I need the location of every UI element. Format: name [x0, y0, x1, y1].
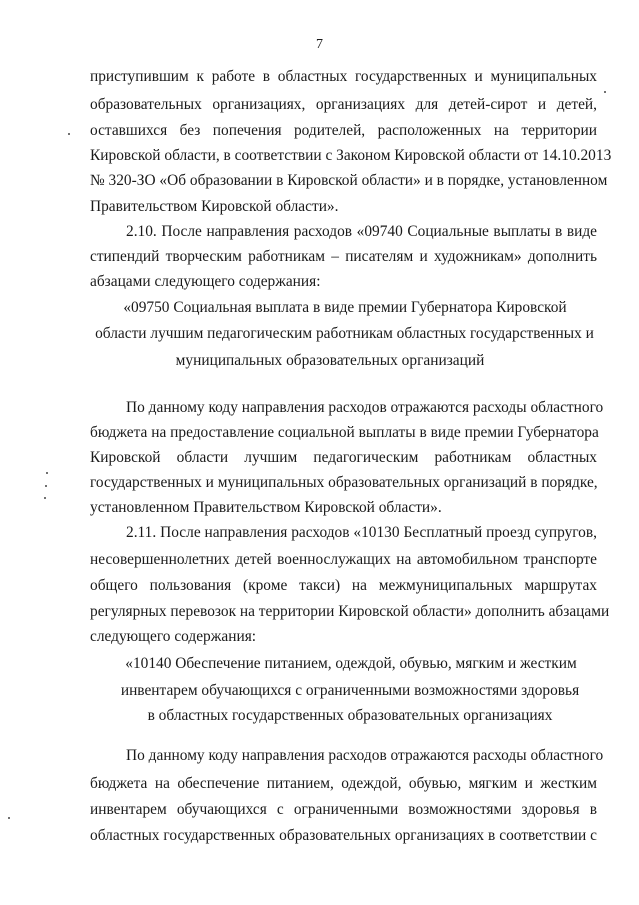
text-line: 2.10. После направления расходов «09740 Социальные выплаты в виде: [126, 223, 597, 240]
scan-speck: [604, 91, 606, 93]
text-line: регулярных перевозок на территории Кировской области» дополнить абзацами: [90, 603, 610, 620]
scan-speck: [45, 485, 47, 487]
text-line: № 320-ЗО «Об образовании в Кировской области» и в порядке, установленном: [90, 172, 608, 189]
text-line: следующего содержания:: [90, 628, 257, 645]
text-line: Кировской области лучшим педагогическим работникам областных: [90, 449, 597, 466]
text-line: оставшихся без попечения родителей, расположенных на территории: [90, 122, 597, 139]
text-line: По данному коду направления расходов отражаются расходы областного: [126, 399, 604, 416]
heading-line: «10140 Обеспечение питанием, одеждой, обувью, мягким и жестким: [125, 655, 577, 672]
text-line: приступившим к работе в областных государственных и муниципальных: [90, 68, 597, 85]
text-line: несовершеннолетних детей военнослужащих на автомобильном транспорте: [90, 551, 597, 568]
scan-speck: [46, 472, 48, 474]
text-line: абзацами следующего содержания:: [90, 273, 321, 290]
text-line: Кировской области, в соответствии с Законом Кировской области от 14.10.2013: [90, 147, 612, 164]
heading-line: области лучшим педагогическим работникам областных государственных и: [95, 325, 594, 342]
text-line: общего пользования (кроме такси) на межмуниципальных маршрутах: [90, 577, 597, 594]
text-line: По данному коду направления расходов отражаются расходы областного: [126, 747, 604, 764]
page-number: 7: [316, 37, 323, 52]
heading-line: «09750 Социальная выплата в виде премии Губернатора Кировской: [123, 299, 567, 316]
text-line: бюджета на обеспечение питанием, одеждой, обувью, мягким и жестким: [90, 775, 597, 792]
text-line: Правительством Кировской области».: [90, 198, 339, 215]
text-line: стипендий творческим работникам – писателям и художникам» дополнить: [90, 248, 597, 265]
heading-line: инвентарем обучающихся с ограниченными возможностями здоровья: [120, 682, 580, 699]
text-line: установленном Правительством Кировской области».: [90, 499, 442, 516]
text-line: инвентарем обучающихся с ограниченными возможностями здоровья в: [90, 801, 597, 818]
text-line: бюджета на предоставление социальной выплаты в виде премии Губернатора: [90, 424, 599, 441]
heading-line: в областных государственных образовательных организациях: [147, 707, 553, 724]
text-line: 2.11. После направления расходов «10130 Бесплатный проезд супругов,: [126, 524, 597, 541]
scan-speck: [68, 133, 70, 135]
heading-line: муниципальных образовательных организаций: [175, 352, 485, 369]
text-line: областных государственных образовательных организациях в соответствии с: [90, 827, 597, 844]
text-line: образовательных организациях, организациях для детей-сирот и детей,: [90, 96, 597, 113]
scan-speck: [44, 497, 46, 499]
text-line: государственных и муниципальных образовательных организаций в порядке,: [90, 474, 598, 491]
scan-speck: [8, 817, 10, 819]
